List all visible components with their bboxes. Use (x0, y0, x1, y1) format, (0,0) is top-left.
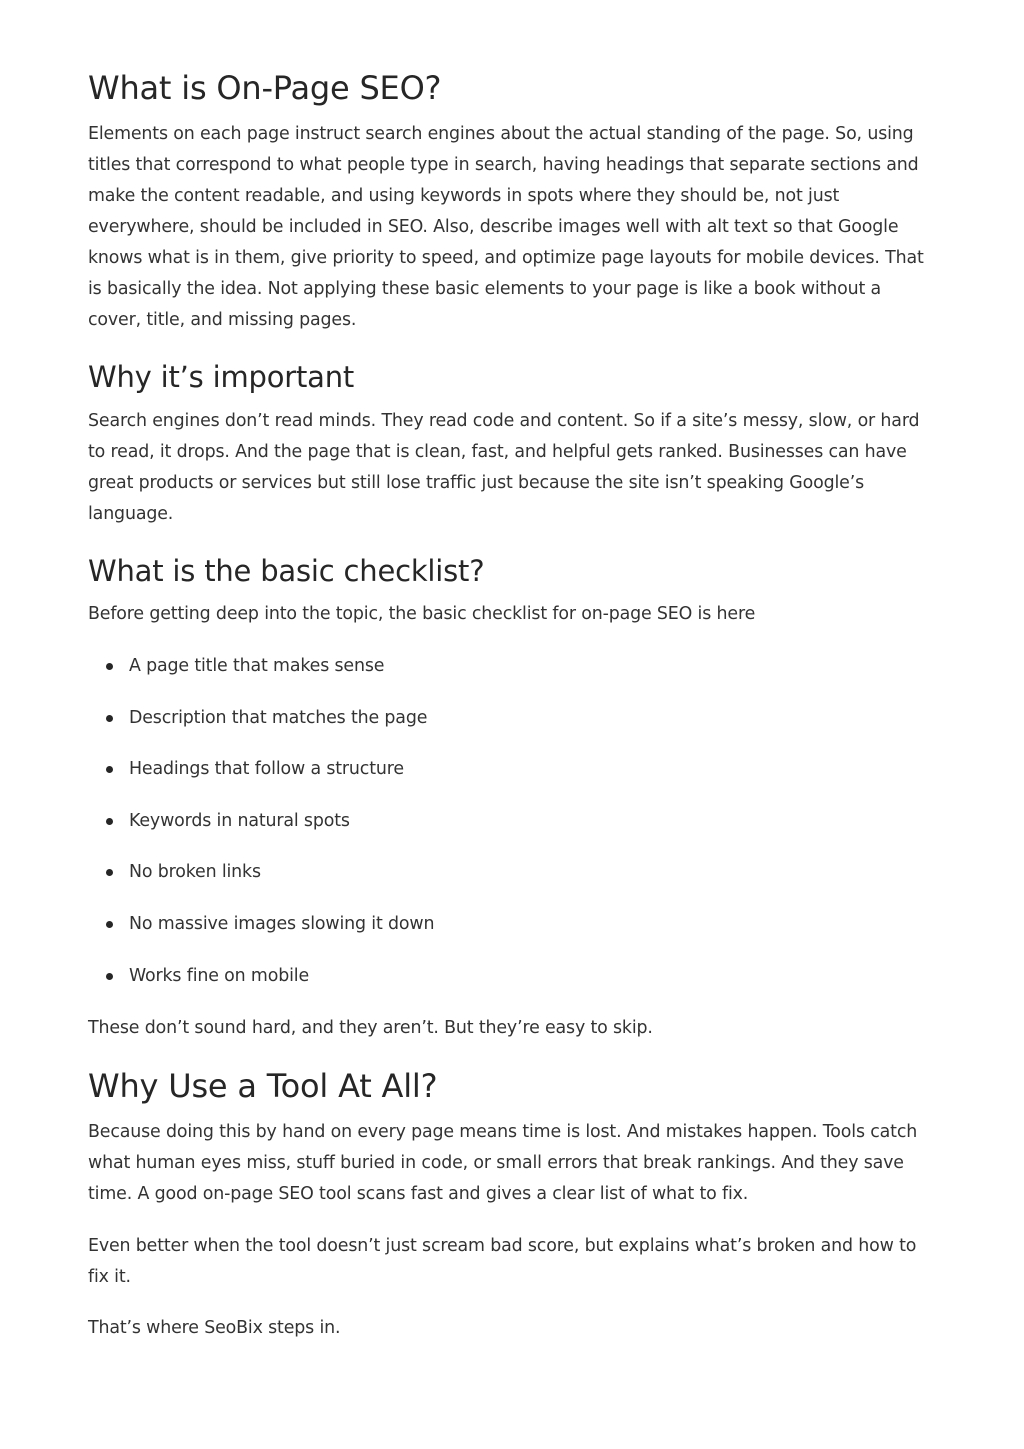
heading-basic-checklist: What is the basic checklist? (88, 554, 485, 588)
paragraph-tool-explains: Even better when the tool doesn’t just scream bad score, but explains what’s broken and how to fix it. (88, 1236, 917, 1287)
paragraph-checklist-outro: These don’t sound hard, and they aren’t. But they’re easy to skip. (88, 1018, 653, 1038)
list-item (88, 909, 938, 961)
checklist (88, 651, 938, 1012)
paragraph-checklist-intro: Before getting deep into the topic, the basic checklist for on-page SEO is here (88, 604, 756, 624)
list-item (88, 651, 938, 703)
paragraph-why-important: Search engines don’t read minds. They read code and content. So if a site’s messy, slow, or hard to read, it drops. And the page that is clean, fast, and helpful gets ranked. Businesses can have great products or services but still lose traffic just because the site isn’t speaking Google’s language. (88, 411, 920, 524)
list-item-text: Keywords in natural spots (129, 810, 350, 831)
list-item (88, 857, 938, 909)
paragraph-seobix: That’s where SeoBix steps in. (88, 1318, 341, 1338)
heading-what-is-onpage-seo: What is On-Page SEO? (88, 69, 442, 107)
heading-why-use-tool: Why Use a Tool At All? (88, 1067, 438, 1105)
bullet-icon (106, 663, 113, 670)
list-item (88, 961, 938, 1013)
paragraph-tool-reason: Because doing this by hand on every page means time is lost. And mistakes happen. Tools catch what human eyes miss, stuff buried in code, or small errors that break rankings. And they save time. A good on-page SEO tool scans fast and gives a clear list of what to fix. (88, 1122, 918, 1204)
list-item-text: Description that matches the page (129, 707, 428, 728)
bullet-icon (106, 715, 113, 722)
paragraph-onpage-definition: Elements on each page instruct search engines about the actual standing of the page. So, using titles that correspond to what people type in search, having headings that separate sections and make the content readable, and using keywords in spots where they should be, not just everywhere, should be included in SEO. Also, describe images well with alt text so that Google knows what is in them, give priority to speed, and optimize page layouts for mobile devices. That is basically the idea. Not applying these basic elements to your page is like a book without a cover, title, and missing pages. (88, 124, 924, 330)
bullet-icon (106, 921, 113, 928)
list-item-text: No massive images slowing it down (129, 913, 435, 934)
list-item-text: No broken links (129, 862, 261, 883)
list-item-text: Headings that follow a structure (129, 759, 404, 780)
bullet-icon (106, 766, 113, 773)
list-item-text: A page title that makes sense (129, 656, 385, 676)
list-item (88, 754, 938, 806)
list-item (88, 806, 938, 858)
list-item-text: Works fine on mobile (129, 965, 310, 986)
bullet-icon (106, 818, 113, 825)
heading-why-important: Why it’s important (88, 360, 355, 394)
bullet-icon (106, 973, 113, 980)
list-item (88, 703, 938, 755)
bullet-icon (106, 869, 113, 876)
